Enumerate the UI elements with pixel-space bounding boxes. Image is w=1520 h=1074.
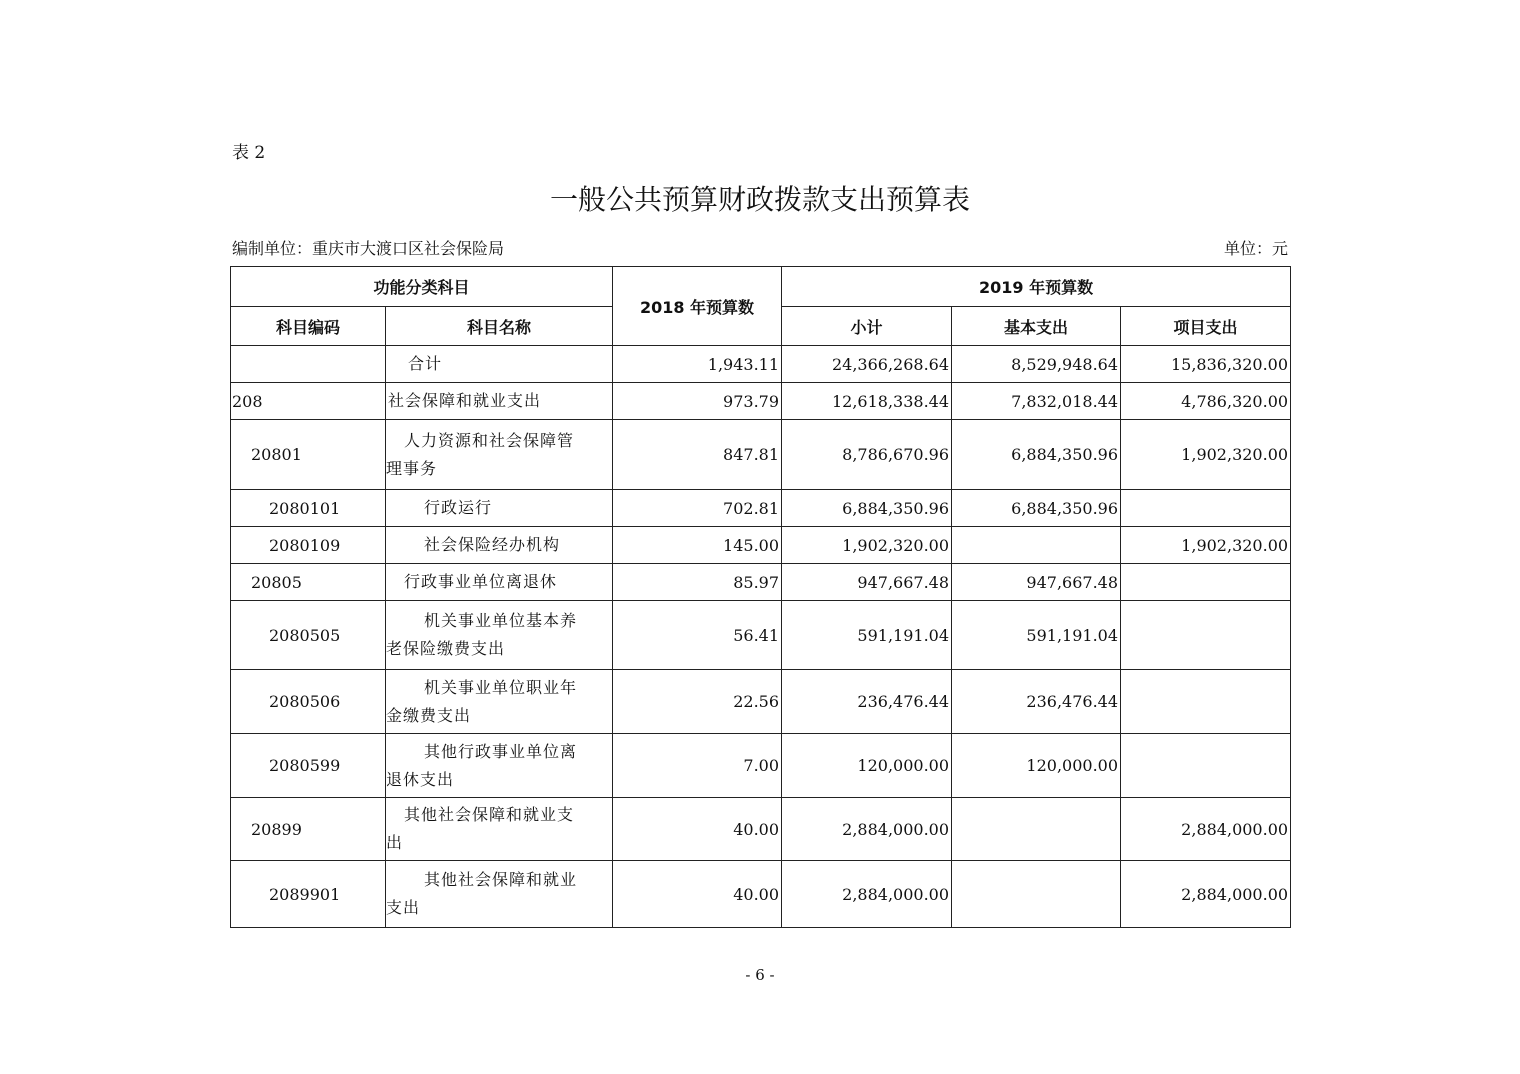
header-code: 科目编码 xyxy=(231,307,386,346)
row-subtotal: 2,884,000.00 xyxy=(782,861,952,928)
row-subtotal: 236,476.44 xyxy=(782,670,952,734)
table-row xyxy=(231,346,1291,383)
header-project: 项目支出 xyxy=(1121,307,1291,346)
row-project: 2,884,000.00 xyxy=(1121,861,1291,928)
row-code: 2080506 xyxy=(231,670,386,734)
row-basic: 8,529,948.64 xyxy=(952,346,1121,383)
row-name-line: 其他社会保障和就业 xyxy=(424,870,578,889)
row-basic xyxy=(952,798,1121,861)
row-2018: 7.00 xyxy=(613,734,782,798)
row-code: 2080109 xyxy=(231,527,386,564)
header-row-1 xyxy=(231,267,1291,307)
table-row xyxy=(231,861,1291,928)
row-name xyxy=(386,861,613,928)
row-2018: 40.00 xyxy=(613,861,782,928)
currency-unit: 单位：元 xyxy=(1223,239,1288,258)
row-subtotal: 8,786,670.96 xyxy=(782,420,952,490)
row-name xyxy=(386,734,613,798)
row-2018: 40.00 xyxy=(613,798,782,861)
row-name-line: 其他行政事业单位离 xyxy=(424,741,578,761)
row-2018: 22.56 xyxy=(613,670,782,734)
row-name xyxy=(386,798,613,861)
row-name-line: 行政事业单位离退休 xyxy=(404,572,558,591)
table-row xyxy=(231,383,1291,420)
row-name xyxy=(386,564,613,601)
row-code xyxy=(231,346,386,383)
row-basic: 6,884,350.96 xyxy=(952,420,1121,490)
row-code: 20899 xyxy=(231,798,386,861)
table-row xyxy=(231,564,1291,601)
row-name-line: 理事务 xyxy=(386,458,438,478)
table-row xyxy=(231,670,1291,734)
table-row xyxy=(231,527,1291,564)
row-code: 2080101 xyxy=(231,490,386,527)
row-name-line: 合计 xyxy=(408,354,443,373)
row-2018: 85.97 xyxy=(613,564,782,601)
row-name xyxy=(386,383,613,420)
row-name-line: 行政运行 xyxy=(424,498,493,517)
row-subtotal: 2,884,000.00 xyxy=(782,798,952,861)
budget-table xyxy=(230,266,1291,928)
row-code: 20801 xyxy=(231,420,386,490)
row-subtotal: 6,884,350.96 xyxy=(782,490,952,527)
row-name-line: 出 xyxy=(386,833,404,852)
row-code: 208 xyxy=(231,383,386,420)
row-basic: 947,667.48 xyxy=(952,564,1121,601)
row-project: 4,786,320.00 xyxy=(1121,383,1291,420)
row-name xyxy=(386,670,613,734)
row-name xyxy=(386,527,613,564)
row-2018: 145.00 xyxy=(613,527,782,564)
header-name: 科目名称 xyxy=(386,307,613,346)
row-code: 2089901 xyxy=(231,861,386,928)
row-name xyxy=(386,420,613,490)
row-name xyxy=(386,490,613,527)
row-basic: 591,191.04 xyxy=(952,601,1121,670)
row-name-line: 老保险缴费支出 xyxy=(386,639,506,658)
row-project: 15,836,320.00 xyxy=(1121,346,1291,383)
row-name xyxy=(386,601,613,670)
row-basic xyxy=(952,527,1121,564)
table-row xyxy=(231,420,1291,490)
row-name-line: 机关事业单位职业年 xyxy=(424,677,578,697)
header-subtotal: 小计 xyxy=(782,307,952,346)
row-name-line: 人力资源和社会保障管 xyxy=(404,430,575,450)
table-row xyxy=(231,734,1291,798)
row-subtotal: 947,667.48 xyxy=(782,564,952,601)
row-project: 2,884,000.00 xyxy=(1121,798,1291,861)
row-code: 2080505 xyxy=(231,601,386,670)
row-subtotal: 24,366,268.64 xyxy=(782,346,952,383)
header-2019-budget: 2019 年预算数 xyxy=(782,267,1291,307)
row-name-line: 机关事业单位基本养 xyxy=(424,611,578,630)
header-func-category: 功能分类科目 xyxy=(231,267,613,307)
row-project xyxy=(1121,490,1291,527)
row-name xyxy=(386,346,613,383)
row-2018: 702.81 xyxy=(613,490,782,527)
row-name-line: 社会保险经办机构 xyxy=(424,535,561,554)
row-2018: 847.81 xyxy=(613,420,782,490)
row-name-line: 社会保障和就业支出 xyxy=(388,391,542,410)
row-project: 1,902,320.00 xyxy=(1121,420,1291,490)
table-row xyxy=(231,490,1291,527)
row-code: 2080599 xyxy=(231,734,386,798)
row-project xyxy=(1121,564,1291,601)
table-row xyxy=(231,601,1291,670)
row-2018: 973.79 xyxy=(613,383,782,420)
row-project xyxy=(1121,670,1291,734)
compiling-unit: 编制单位：重庆市大渡口区社会保险局 xyxy=(232,239,505,258)
page-title: 一般公共预算财政拨款支出预算表 xyxy=(549,183,970,216)
row-project: 1,902,320.00 xyxy=(1121,527,1291,564)
row-2018: 56.41 xyxy=(613,601,782,670)
row-subtotal: 591,191.04 xyxy=(782,601,952,670)
row-basic: 6,884,350.96 xyxy=(952,490,1121,527)
row-basic xyxy=(952,861,1121,928)
table-row xyxy=(231,798,1291,861)
page-number: - 6 - xyxy=(745,966,775,984)
row-basic: 120,000.00 xyxy=(952,734,1121,798)
row-name-line: 退休支出 xyxy=(386,769,455,789)
row-2018: 1,943.11 xyxy=(613,346,782,383)
row-subtotal: 120,000.00 xyxy=(782,734,952,798)
row-subtotal: 12,618,338.44 xyxy=(782,383,952,420)
row-name-line: 支出 xyxy=(386,898,421,917)
row-project xyxy=(1121,601,1291,670)
row-basic: 236,476.44 xyxy=(952,670,1121,734)
header-2018-budget: 2018 年预算数 xyxy=(613,267,782,346)
header-basic: 基本支出 xyxy=(952,307,1121,346)
table-label: 表 2 xyxy=(232,143,266,163)
row-code: 20805 xyxy=(231,564,386,601)
row-subtotal: 1,902,320.00 xyxy=(782,527,952,564)
row-basic: 7,832,018.44 xyxy=(952,383,1121,420)
row-name-line: 其他社会保障和就业支 xyxy=(404,805,575,824)
row-project xyxy=(1121,734,1291,798)
row-name-line: 金缴费支出 xyxy=(386,705,472,725)
